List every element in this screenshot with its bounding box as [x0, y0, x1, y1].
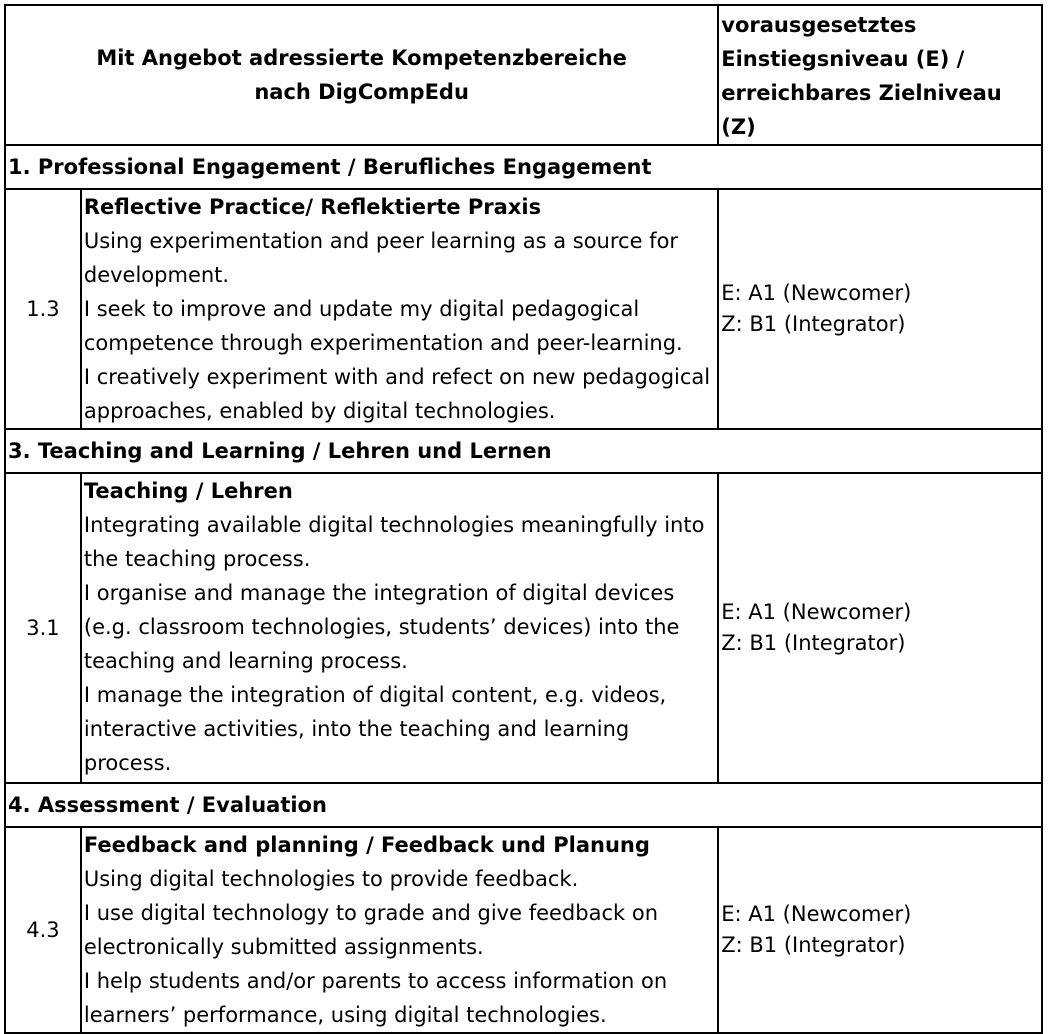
description-line: teaching and learning process.	[83, 649, 408, 673]
description-line: I creatively experiment with and refect on new pedagogical	[83, 365, 711, 389]
competence-table	[4, 4, 1043, 1034]
target-level: Z: B1 (Integrator)	[721, 312, 906, 336]
description-line: (e.g. classroom technologies, students’ devices) into the	[83, 615, 680, 639]
competence-number: 1.3	[5, 189, 81, 429]
description-line: I help students and/or parents to access information on	[83, 969, 668, 993]
target-level: Z: B1 (Integrator)	[721, 933, 906, 957]
competence-number: 3.1	[5, 473, 81, 783]
entry-level: E: A1 (Newcomer)	[721, 902, 912, 926]
section-heading: 4. Assessment / Evaluation	[5, 783, 1042, 827]
competence-description	[81, 827, 718, 1033]
description-line: I organise and manage the integration of digital devices	[83, 581, 675, 605]
description-line: learners’ performance, using digital technologies.	[83, 1003, 607, 1027]
table-row	[5, 473, 1042, 783]
description-line: Using digital technologies to provide feedback.	[83, 867, 579, 891]
description-line: I seek to improve and update my digital pedagogical	[83, 297, 640, 321]
description-line: development.	[83, 263, 230, 287]
section-heading: 1. Professional Engagement / Berufliches Engagement	[5, 145, 1042, 189]
competence-levels	[718, 473, 1042, 783]
description-line: approaches, enabled by digital technologies.	[83, 399, 556, 423]
description-line: Integrating available digital technologies meaningfully into	[83, 513, 705, 537]
competence-description	[81, 473, 718, 783]
table-row	[5, 189, 1042, 429]
description-line: Using experimentation and peer learning as a source for	[83, 229, 679, 253]
section-heading: 3. Teaching and Learning / Lehren und Lernen	[5, 429, 1042, 473]
entry-level: E: A1 (Newcomer)	[721, 281, 912, 305]
competence-title: Teaching / Lehren	[83, 479, 293, 503]
section-row	[5, 429, 1042, 473]
header-competence-areas: Mit Angebot adressierte Kompetenzbereiche nach DigCompEdu	[5, 5, 718, 145]
description-line: electronically submitted assignments.	[83, 935, 484, 959]
description-line: competence through experimentation and peer-learning.	[83, 331, 683, 355]
competence-description	[81, 189, 718, 429]
entry-level: E: A1 (Newcomer)	[721, 600, 912, 624]
competence-levels	[718, 827, 1042, 1033]
description-line: the teaching process.	[83, 547, 311, 571]
competence-number: 4.3	[5, 827, 81, 1033]
section-row	[5, 783, 1042, 827]
description-line: I use digital technology to grade and give feedback on	[83, 901, 659, 925]
section-row	[5, 145, 1042, 189]
description-line: I manage the integration of digital content, e.g. videos,	[83, 683, 667, 707]
description-line: interactive activities, into the teaching and learning	[83, 717, 630, 741]
competence-levels	[718, 189, 1042, 429]
target-level: Z: B1 (Integrator)	[721, 631, 906, 655]
competence-title: Reflective Practice/ Reflektierte Praxis	[83, 195, 542, 219]
table-row	[5, 827, 1042, 1033]
competence-title: Feedback and planning / Feedback und Planung	[83, 833, 650, 857]
description-line: process.	[83, 751, 172, 775]
table-header-row	[5, 5, 1042, 145]
header-levels: vorausgesetztes Einstiegsniveau (E) / erreichbares Zielniveau (Z)	[718, 5, 1042, 145]
